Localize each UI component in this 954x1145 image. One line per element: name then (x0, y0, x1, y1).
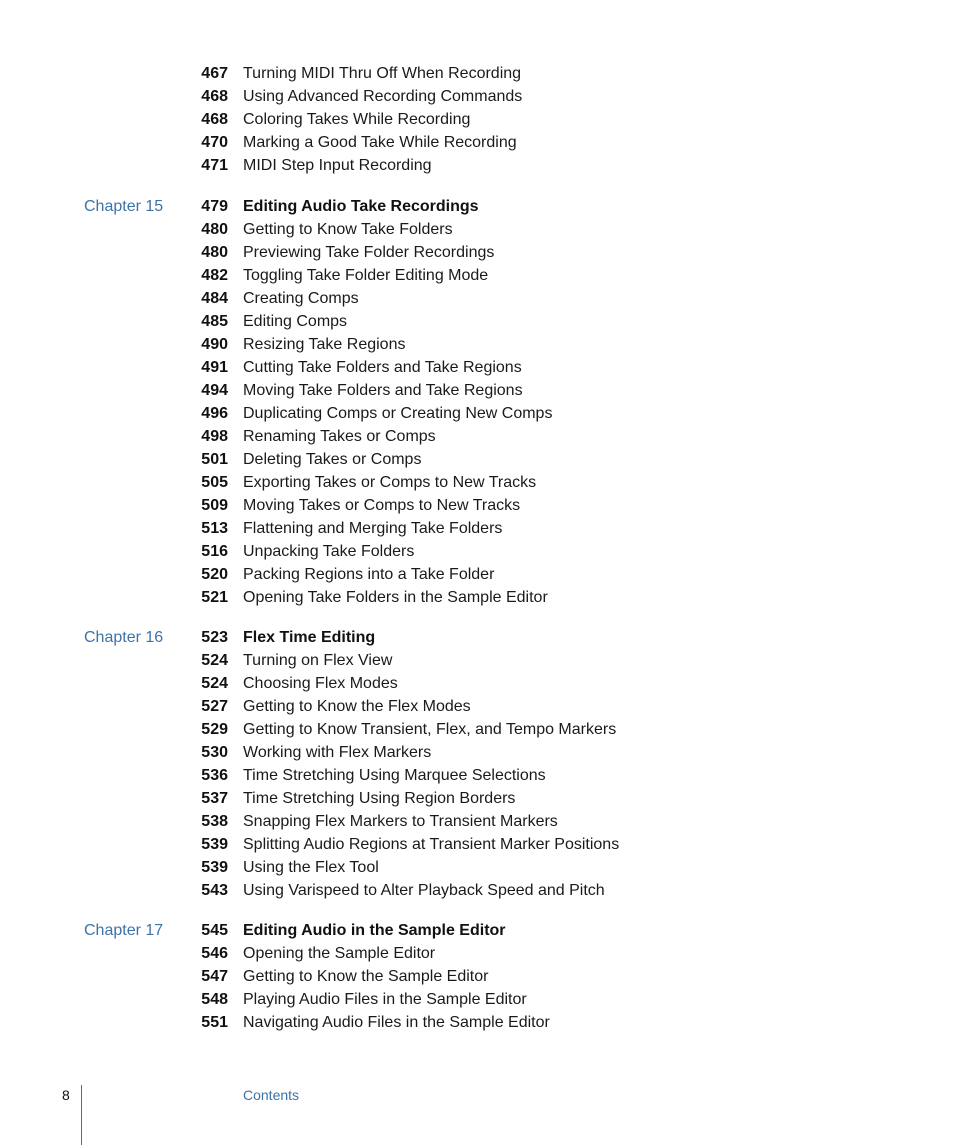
toc-entry[interactable] (0, 333, 954, 356)
entry-title: Exporting Takes or Comps to New Tracks (243, 474, 537, 491)
toc-entry[interactable] (0, 672, 954, 695)
toc-entry[interactable] (0, 62, 954, 85)
page-ref: 498 (201, 428, 228, 445)
entry-title: Resizing Take Regions (243, 336, 406, 353)
page-ref: 538 (201, 813, 228, 830)
page-ref: 523 (201, 629, 228, 646)
page-ref: 539 (201, 859, 228, 876)
entry-title: Working with Flex Markers (243, 744, 432, 761)
page-ref: 479 (201, 198, 228, 215)
entry-title: MIDI Step Input Recording (243, 157, 432, 174)
toc-entry[interactable] (0, 494, 954, 517)
page-ref: 480 (201, 221, 228, 238)
toc-entry[interactable] (0, 287, 954, 310)
page-ref: 529 (201, 721, 228, 738)
toc-entry[interactable] (0, 108, 954, 131)
toc-entry[interactable] (0, 1011, 954, 1034)
page-ref: 547 (201, 968, 228, 985)
toc-entry[interactable] (0, 586, 954, 609)
chapter-heading-row[interactable] (0, 195, 954, 218)
chapter-label: Chapter 16 (84, 629, 164, 646)
toc-entry[interactable] (0, 517, 954, 540)
chapter-title: Editing Audio in the Sample Editor (243, 922, 506, 939)
entry-title: Getting to Know Transient, Flex, and Tempo Markers (243, 721, 617, 738)
toc-entry[interactable] (0, 85, 954, 108)
entry-title: Time Stretching Using Region Borders (243, 790, 516, 807)
chapter-heading-row[interactable] (0, 919, 954, 942)
entry-title: Flattening and Merging Take Folders (243, 520, 503, 537)
toc-entry[interactable] (0, 695, 954, 718)
footer-divider (81, 1085, 82, 1145)
entry-title: Turning on Flex View (243, 652, 393, 669)
chapter-label: Chapter 15 (84, 198, 164, 215)
entry-title: Previewing Take Folder Recordings (243, 244, 495, 261)
page-ref: 530 (201, 744, 228, 761)
toc-entry[interactable] (0, 965, 954, 988)
page-ref: 524 (201, 675, 228, 692)
toc-entry[interactable] (0, 741, 954, 764)
page-ref: 524 (201, 652, 228, 669)
page-ref: 468 (201, 88, 228, 105)
entry-title: Opening the Sample Editor (243, 945, 436, 962)
toc-entry[interactable] (0, 563, 954, 586)
toc-entry[interactable] (0, 264, 954, 287)
chapter-title: Editing Audio Take Recordings (243, 198, 479, 215)
page-ref: 496 (201, 405, 228, 422)
page-ref: 521 (201, 589, 228, 606)
page-ref: 516 (201, 543, 228, 560)
chapter-title: Flex Time Editing (243, 629, 376, 646)
toc-entry[interactable] (0, 942, 954, 965)
toc-entry[interactable] (0, 425, 954, 448)
entry-title: Packing Regions into a Take Folder (243, 566, 495, 583)
page-ref: 471 (201, 157, 228, 174)
page-ref: 536 (201, 767, 228, 784)
entry-title: Coloring Takes While Recording (243, 111, 471, 128)
page-ref: 505 (201, 474, 228, 491)
entry-title: Getting to Know the Flex Modes (243, 698, 471, 715)
toc-entry[interactable] (0, 218, 954, 241)
page-ref: 539 (201, 836, 228, 853)
page-ref: 468 (201, 111, 228, 128)
entry-title: Editing Comps (243, 313, 348, 330)
entry-title: Getting to Know the Sample Editor (243, 968, 489, 985)
toc-entry[interactable] (0, 448, 954, 471)
page-ref: 494 (201, 382, 228, 399)
entry-title: Time Stretching Using Marquee Selections (243, 767, 546, 784)
footer-section-label: Contents (243, 1087, 300, 1103)
toc-entry[interactable] (0, 241, 954, 264)
entry-title: Unpacking Take Folders (243, 543, 415, 560)
entry-title: Opening Take Folders in the Sample Editor (243, 589, 548, 606)
toc-entry[interactable] (0, 810, 954, 833)
toc-entry[interactable] (0, 540, 954, 563)
entry-title: Using Varispeed to Alter Playback Speed and Pitch (243, 882, 605, 899)
toc-entry[interactable] (0, 402, 954, 425)
toc-entry[interactable] (0, 718, 954, 741)
entry-title: Cutting Take Folders and Take Regions (243, 359, 522, 376)
page-ref: 513 (201, 520, 228, 537)
chapter-label: Chapter 17 (84, 922, 164, 939)
page-ref: 548 (201, 991, 228, 1008)
toc-entry[interactable] (0, 988, 954, 1011)
entry-title: Creating Comps (243, 290, 359, 307)
entry-title: Moving Takes or Comps to New Tracks (243, 497, 521, 514)
entry-title: Splitting Audio Regions at Transient Marker Positions (243, 836, 620, 853)
toc-entry[interactable] (0, 356, 954, 379)
toc-entry[interactable] (0, 154, 954, 177)
page-number: 8 (62, 1087, 70, 1103)
toc-entry[interactable] (0, 833, 954, 856)
toc-entry[interactable] (0, 879, 954, 902)
page-ref: 490 (201, 336, 228, 353)
entry-title: Getting to Know Take Folders (243, 221, 453, 238)
toc-entry[interactable] (0, 764, 954, 787)
toc-entry[interactable] (0, 471, 954, 494)
toc-entry[interactable] (0, 649, 954, 672)
entry-title: Choosing Flex Modes (243, 675, 398, 692)
entry-title: Turning MIDI Thru Off When Recording (243, 65, 522, 82)
entry-title: Duplicating Comps or Creating New Comps (243, 405, 553, 422)
entry-title: Snapping Flex Markers to Transient Markers (243, 813, 558, 830)
entry-title: Navigating Audio Files in the Sample Editor (243, 1014, 550, 1031)
toc-entry[interactable] (0, 310, 954, 333)
page-ref: 551 (201, 1014, 228, 1031)
entry-title: Marking a Good Take While Recording (243, 134, 517, 151)
entry-title: Toggling Take Folder Editing Mode (243, 267, 489, 284)
page-ref: 537 (201, 790, 228, 807)
page-ref: 509 (201, 497, 228, 514)
toc-entry[interactable] (0, 856, 954, 879)
page-ref: 546 (201, 945, 228, 962)
page-ref: 484 (201, 290, 228, 307)
entry-title: Deleting Takes or Comps (243, 451, 422, 468)
entry-title: Using the Flex Tool (243, 859, 379, 876)
page-ref: 470 (201, 134, 228, 151)
toc-entry[interactable] (0, 131, 954, 154)
page-ref: 491 (201, 359, 228, 376)
page-ref: 520 (201, 566, 228, 583)
toc-entry[interactable] (0, 787, 954, 810)
page-ref: 480 (201, 244, 228, 261)
entry-title: Playing Audio Files in the Sample Editor (243, 991, 527, 1008)
entry-title: Using Advanced Recording Commands (243, 88, 523, 105)
page-ref: 545 (201, 922, 228, 939)
page-ref: 482 (201, 267, 228, 284)
page-ref: 467 (201, 65, 228, 82)
page-ref: 501 (201, 451, 228, 468)
entry-title: Renaming Takes or Comps (243, 428, 436, 445)
toc-entry[interactable] (0, 379, 954, 402)
entry-title: Moving Take Folders and Take Regions (243, 382, 523, 399)
page-ref: 527 (201, 698, 228, 715)
page-ref: 543 (201, 882, 228, 899)
chapter-heading-row[interactable] (0, 626, 954, 649)
page-ref: 485 (201, 313, 228, 330)
